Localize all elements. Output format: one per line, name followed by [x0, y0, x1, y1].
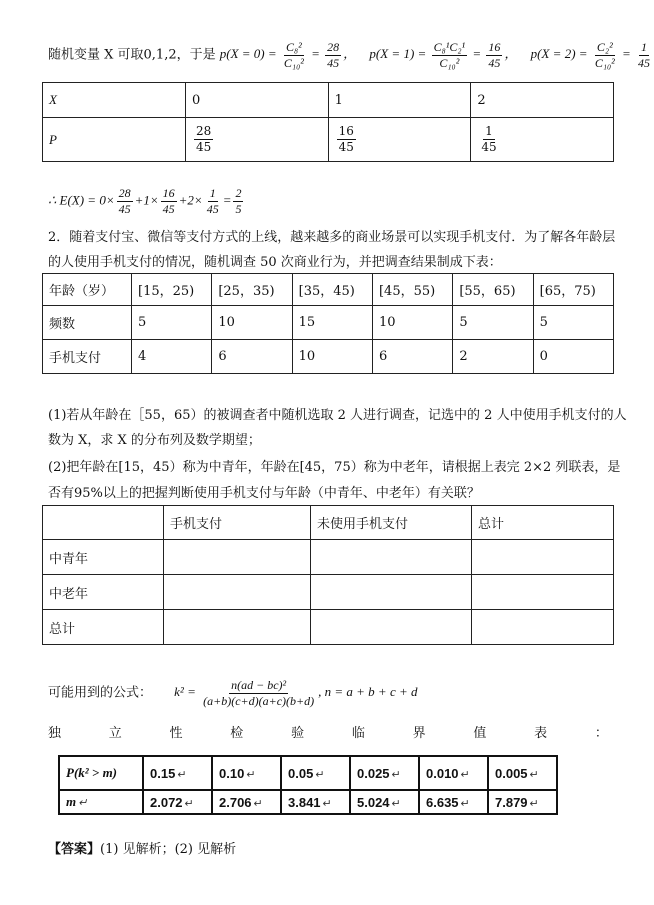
- prob-x2: p(X = 2) = $\frac{\text{C₂²}}{\text{C₁₀²}}$ = $\frac{1}{45}$: [530, 40, 651, 70]
- answer-text: (1) 见解析；(2) 见解析: [100, 842, 237, 857]
- sub-question-1-b: 数为 X，求 X 的分布列及数学期望；: [48, 433, 261, 448]
- table-cell[interactable]: [472, 575, 614, 610]
- table-cell: 5: [533, 306, 613, 340]
- table-cell: 5.024 ↵: [350, 790, 419, 814]
- prob-x1: p(X = 1) = $\frac{\text{C₈¹C₂¹}}{\text{C₁₀²}}$ = $\frac{16}{45}$ ，: [369, 40, 521, 70]
- table-row: [43, 306, 614, 340]
- table-cell: $\frac{28}{45}$: [186, 118, 329, 162]
- table-cell: 2: [471, 83, 614, 118]
- table-cell: 频数: [43, 306, 132, 340]
- table-row: [43, 340, 614, 374]
- table-cell: 4: [132, 340, 212, 374]
- table-cell: 10: [212, 306, 292, 340]
- table-row: [43, 610, 614, 645]
- table-cell: 2.072 ↵: [143, 790, 212, 814]
- table-row: [43, 83, 614, 118]
- table-cell: 2.706 ↵: [212, 790, 281, 814]
- table-row: [43, 274, 614, 306]
- table-cell: 0: [186, 83, 329, 118]
- table-cell: [43, 506, 164, 540]
- table-cell: 0.010 ↵: [419, 756, 488, 790]
- table-cell: 手机支付: [164, 506, 311, 540]
- critical-value-table: [58, 755, 558, 815]
- table-cell: 中青年: [43, 540, 164, 575]
- table-cell: $\frac{1}{45}$: [471, 118, 614, 162]
- critical-value-title: 独 立 性 检 验 临 界 值 表 ：: [48, 726, 608, 741]
- table-cell: 5: [453, 306, 533, 340]
- table-cell: 总计: [43, 610, 164, 645]
- table-cell: m ↵: [59, 790, 143, 814]
- question-2-line-1: 2．随着支付宝、微信等支付方式的上线，越来越多的商业场景可以实现手机支付．为了解各年龄层: [48, 230, 616, 245]
- formula-line: [48, 678, 418, 709]
- distribution-table: [42, 82, 614, 162]
- table-row: [43, 506, 614, 540]
- table-cell: 0.15 ↵: [143, 756, 212, 790]
- table-cell: 未使用手机支付: [311, 506, 472, 540]
- answer-line: [48, 838, 236, 857]
- table-cell: 0: [533, 340, 613, 374]
- table-cell: 5: [132, 306, 212, 340]
- answer-tag: 【答案】: [48, 842, 101, 857]
- table-cell: 0.025 ↵: [350, 756, 419, 790]
- table-row: [43, 540, 614, 575]
- table-cell: 6: [212, 340, 292, 374]
- table-cell: [25，35): [212, 274, 292, 306]
- formula-label: 可能用到的公式：: [48, 685, 153, 701]
- sub-question-2-a: (2)把年龄在[15，45）称为中青年，年龄在[45，75）称为中老年，请根据上表完 2×2 列联表，是: [48, 460, 621, 475]
- table-cell: 年龄（岁）: [43, 274, 132, 306]
- prob-x0: p(X = 0) = $\frac{\text{C₈²}}{\text{C₁₀²}}$ = $\frac{28}{45}$ ，: [219, 40, 360, 70]
- table-cell[interactable]: [164, 540, 311, 575]
- table-cell: 0.05 ↵: [281, 756, 350, 790]
- table-cell[interactable]: [164, 610, 311, 645]
- table-cell: P(k² > m): [59, 756, 143, 790]
- table-cell: [15，25): [132, 274, 212, 306]
- table-cell: 7.879 ↵: [488, 790, 557, 814]
- table-cell: 1: [328, 83, 471, 118]
- expectation-line: ∴ E(X) = 0× $\frac{28}{45}$ +1× $\frac{16}{45}$ +2× $\frac{1}{45}$ = $\frac{2}{5}$: [48, 186, 242, 216]
- table-row: [59, 790, 557, 814]
- table-cell: 3.841 ↵: [281, 790, 350, 814]
- table-cell: 6.635 ↵: [419, 790, 488, 814]
- table-cell: 总计: [472, 506, 614, 540]
- table-cell: 0.005 ↵: [488, 756, 557, 790]
- table-cell: 0.10 ↵: [212, 756, 281, 790]
- table-cell: [35，45): [292, 274, 372, 306]
- table-cell: [65，75): [533, 274, 613, 306]
- table-row: [43, 575, 614, 610]
- question-2-line-2: 的人使用手机支付的情况，随机调查 50 次商业行为，并把调查结果制成下表：: [48, 255, 502, 270]
- table-cell: [55，65): [453, 274, 533, 306]
- table-cell: 手机支付: [43, 340, 132, 374]
- table-cell: P: [43, 118, 186, 162]
- table-row: [59, 756, 557, 790]
- table-row: [43, 118, 614, 162]
- table-cell: 15: [292, 306, 372, 340]
- table-cell[interactable]: [472, 540, 614, 575]
- table-cell[interactable]: [311, 575, 472, 610]
- table-cell: 6: [372, 340, 452, 374]
- contingency-table: [42, 505, 614, 645]
- table-cell: X: [43, 83, 186, 118]
- table-cell: $\frac{16}{45}$: [328, 118, 471, 162]
- table-cell[interactable]: [164, 575, 311, 610]
- sub-question-2-b: 否有95%以上的把握判断使用手机支付与年龄（中青年、中老年）有关联？: [48, 486, 480, 501]
- survey-table: [42, 273, 614, 374]
- table-cell: 10: [372, 306, 452, 340]
- intro-line: [48, 40, 654, 71]
- table-cell[interactable]: [311, 610, 472, 645]
- table-cell: 2: [453, 340, 533, 374]
- table-cell[interactable]: [311, 540, 472, 575]
- table-cell[interactable]: [472, 610, 614, 645]
- formula-expression: k² = $\frac{\text{n(ad − bc)²}}{(a+b)(c+d)(a+c)(b+d)}$ , n = a + b + c + d: [174, 678, 418, 708]
- intro-text: 随机变量 X 可取0,1,2，于是: [48, 47, 216, 63]
- sub-question-1-a: (1)若从年龄在［55，65）的被调查者中随机选取 2 人进行调查，记选中的 2 人中使用手机支付的人: [48, 408, 627, 423]
- table-cell: 中老年: [43, 575, 164, 610]
- table-cell: 10: [292, 340, 372, 374]
- table-cell: [45，55): [372, 274, 452, 306]
